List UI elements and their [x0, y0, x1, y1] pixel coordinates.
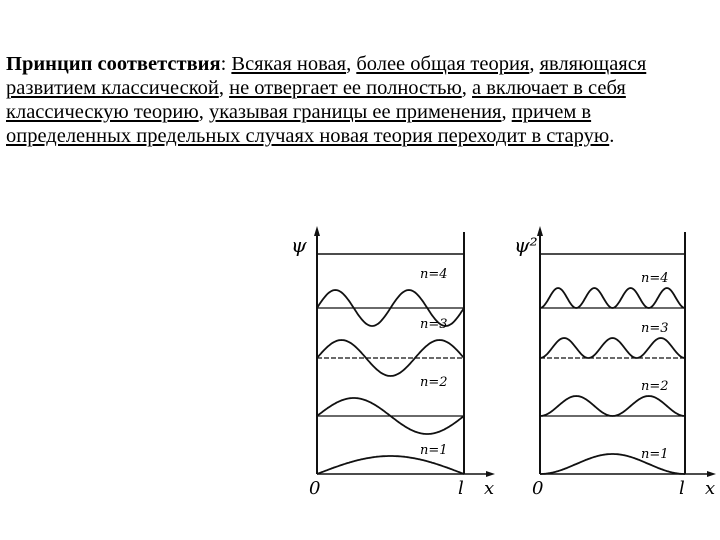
origin-label: 0	[309, 478, 321, 499]
origin-label: 0	[532, 478, 544, 499]
period: .	[609, 125, 615, 147]
level-label: n=4	[420, 267, 448, 282]
width-label: l	[458, 478, 464, 499]
y-axis-arrow-icon	[314, 226, 320, 236]
phrase-7: причем в определенных предельных случаях новая теория переходит в старую	[6, 101, 610, 147]
x-axis-arrow-icon	[486, 471, 495, 477]
psi-squared-panel	[514, 226, 716, 499]
phrase-1: Всякая новая	[231, 53, 347, 75]
phrase-4: не отвергает ее полностью	[229, 77, 462, 99]
x-axis-arrow-icon	[707, 471, 716, 477]
level-label: n=2	[420, 375, 448, 390]
wavefunction-curve	[540, 288, 685, 308]
level-label: n=2	[641, 379, 669, 394]
phrase-2: более общая теория	[356, 53, 530, 75]
phrase-3: являющаяся развитием классической	[6, 53, 647, 99]
principle-term: Принцип соответствия	[6, 53, 221, 75]
y-axis-arrow-icon	[537, 226, 543, 236]
comma-1: ,	[346, 53, 352, 75]
comma-3: ,	[218, 77, 224, 99]
level-label: n=1	[641, 447, 669, 462]
level-label: n=3	[641, 321, 669, 336]
comma-4: ,	[461, 77, 467, 99]
level-label: n=4	[641, 271, 669, 286]
y-axis-label: ψ	[291, 233, 307, 257]
comma-6: ,	[501, 101, 507, 123]
level-label: n=3	[420, 317, 448, 332]
wavefunction-curve	[540, 396, 685, 416]
phrase-5: а включает в себя классическую теорию	[6, 77, 626, 123]
phrase-6: указывая границы ее применения	[208, 101, 502, 123]
y-axis-label: ψ²	[514, 233, 538, 257]
comma-5: ,	[198, 101, 204, 123]
level-label: n=1	[420, 443, 448, 458]
psi-panel	[291, 226, 495, 499]
width-label: l	[679, 478, 685, 499]
wavefunction-curve	[317, 456, 464, 474]
x-axis-label: x	[484, 478, 495, 499]
x-axis-label: x	[705, 478, 716, 499]
colon: :	[220, 53, 227, 75]
comma-2: ,	[529, 53, 535, 75]
wavefunction-curve	[540, 338, 685, 358]
